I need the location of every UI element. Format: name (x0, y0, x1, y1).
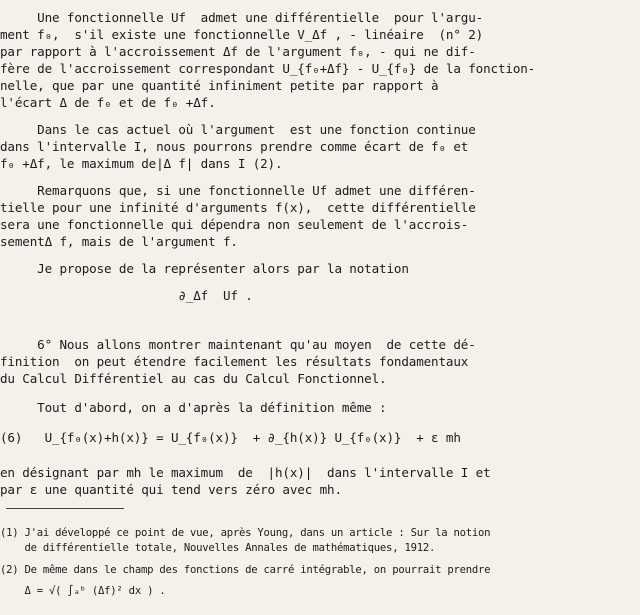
text-line: tielle pour une infinité d'arguments f(x), cette différentielle (0, 200, 476, 215)
text-line: sera une fonctionnelle qui dépendra non seulement de l'accrois- (0, 217, 469, 232)
text-line: Je propose de la représenter alors par la notation (0, 261, 409, 276)
text-line: finition on peut étendre facilement les résultats fondamentaux (0, 354, 469, 369)
footnote-2-formula: Δ = √( ∫ₐᵇ (Δf)² dx ) . (0, 585, 166, 597)
text-line: Dans le cas actuel où l'argument est une fonction continue (0, 122, 476, 137)
text-line: Une fonctionnelle Uf admet une différentielle pour l'argu- (0, 10, 484, 25)
text-line: dans l'intervalle I, nous pourrons prendre comme écart de f₀ et (0, 139, 469, 154)
text-line: l'écart Δ de f₀ et de f₀ +Δf. (0, 95, 216, 110)
text-line: par ε une quantité qui tend vers zéro avec mh. (0, 482, 342, 497)
footnote-divider (6, 508, 124, 509)
footnote-2: (2) De même dans le champ des fonctions de carré intégrable, on pourrait prendre (0, 564, 491, 576)
text-line: en désignant par mh le maximum de |h(x)| dans l'intervalle I et (0, 465, 491, 480)
text-line: Tout d'abord, on a d'après la définition même : (0, 400, 387, 415)
text-line: fère de l'accroissement correspondant U_{f₀+Δf} - U_{f₀} de la fonction- (0, 61, 536, 76)
text-line: sementΔ f, mais de l'argument f. (0, 234, 238, 249)
text-line: ment f₀, s'il existe une fonctionnelle V_Δf , - linéaire (n° 2) (0, 27, 484, 42)
text-line: f₀ +Δf, le maximum de|Δ f| dans I (2). (0, 156, 283, 171)
text-line: par rapport à l'accroissement Δf de l'argument f₀, - qui ne dif- (0, 44, 476, 59)
notation-formula: ∂_Δf Uf . (0, 288, 253, 303)
text-line: 6° Nous allons montrer maintenant qu'au moyen de cette dé- (0, 337, 476, 352)
footnote-1: (1) J'ai développé ce point de vue, après Young, dans un article : Sur la notion (0, 527, 491, 539)
text-line: nelle, que par une quantité infiniment petite par rapport à (0, 78, 439, 93)
equation-6: (6) U_{f₀(x)+h(x)} = U_{f₀(x)} + ∂_{h(x)} U_{f₀(x)} + ε mh (0, 430, 461, 445)
footnote-1: de différentielle totale, Nouvelles Annales de mathématiques, 1912. (0, 542, 436, 554)
text-line: du Calcul Différentiel au cas du Calcul Fonctionnel. (0, 371, 387, 386)
text-line: Remarquons que, si une fonctionnelle Uf admet une différen- (0, 183, 476, 198)
